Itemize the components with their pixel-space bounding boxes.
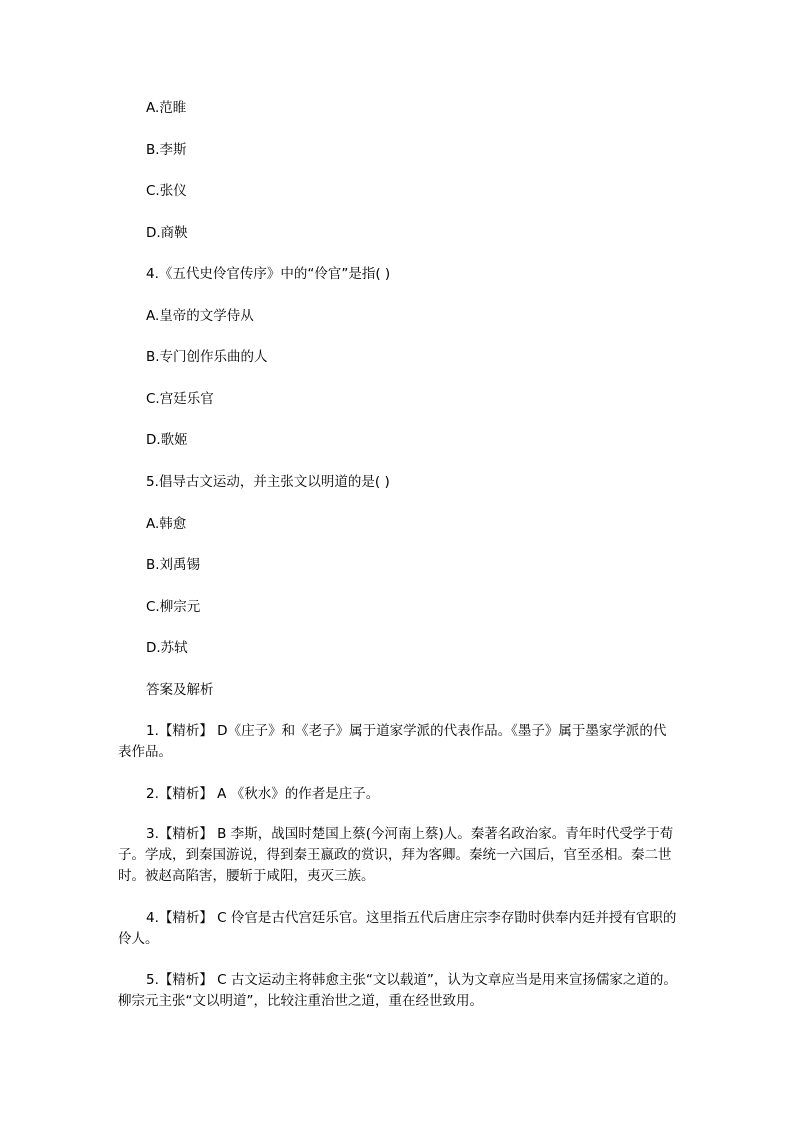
option-5c: C.柳宗元 [146, 599, 201, 615]
option-5d: D.苏轼 [146, 640, 188, 656]
option-4a: A.皇帝的文学侍从 [146, 308, 254, 324]
answer-4: 4.【精析】 C 伶官是古代宫廷乐官。这里指五代后唐庄宗李存勖时供奉内廷并授有官职的伶人。 [118, 910, 677, 947]
option-4c: C.宫廷乐官 [146, 391, 214, 407]
option-4b: B.专门创作乐曲的人 [146, 349, 268, 365]
answer-3: 3.【精析】 B 李斯，战国时楚国上蔡(今河南上蔡)人。秦著名政治家。青年时代受学于荀子。学成，到秦国游说，得到秦王嬴政的赏识，拜为客卿。秦统一六国后，官至丞相。秦二世时。被赵高陷害，腰斩于咸阳，夷灭三族。 [118, 826, 674, 884]
option-5b: B.刘禹锡 [146, 557, 201, 573]
option-3b: B.李斯 [146, 142, 187, 158]
option-3d: D.商鞅 [146, 225, 188, 241]
answer-2: 2.【精析】 A 《秋水》的作者是庄子。 [146, 786, 380, 802]
question-4: 4.《五代史伶官传序》中的“伶官”是指( ) [146, 266, 391, 282]
answers-heading: 答案及解析 [146, 682, 214, 698]
option-3a: A.范睢 [146, 100, 187, 116]
option-4d: D.歌姬 [146, 432, 188, 448]
option-5a: A.韩愈 [146, 516, 187, 532]
answer-1: 1.【精析】 D《庄子》和《老子》属于道家学派的代表作品。《墨子》属于墨家学派的代表作品。 [118, 723, 667, 760]
answer-5: 5.【精析】 C 古文运动主将韩愈主张“文以载道”，认为文章应当是用来宣扬儒家之道的。柳宗元主张“文以明道”，比较注重治世之道，重在经世致用。 [118, 972, 677, 1009]
option-3c: C.张仪 [146, 183, 187, 199]
question-5: 5.倡导古文运动，并主张文以明道的是( ) [146, 474, 390, 490]
